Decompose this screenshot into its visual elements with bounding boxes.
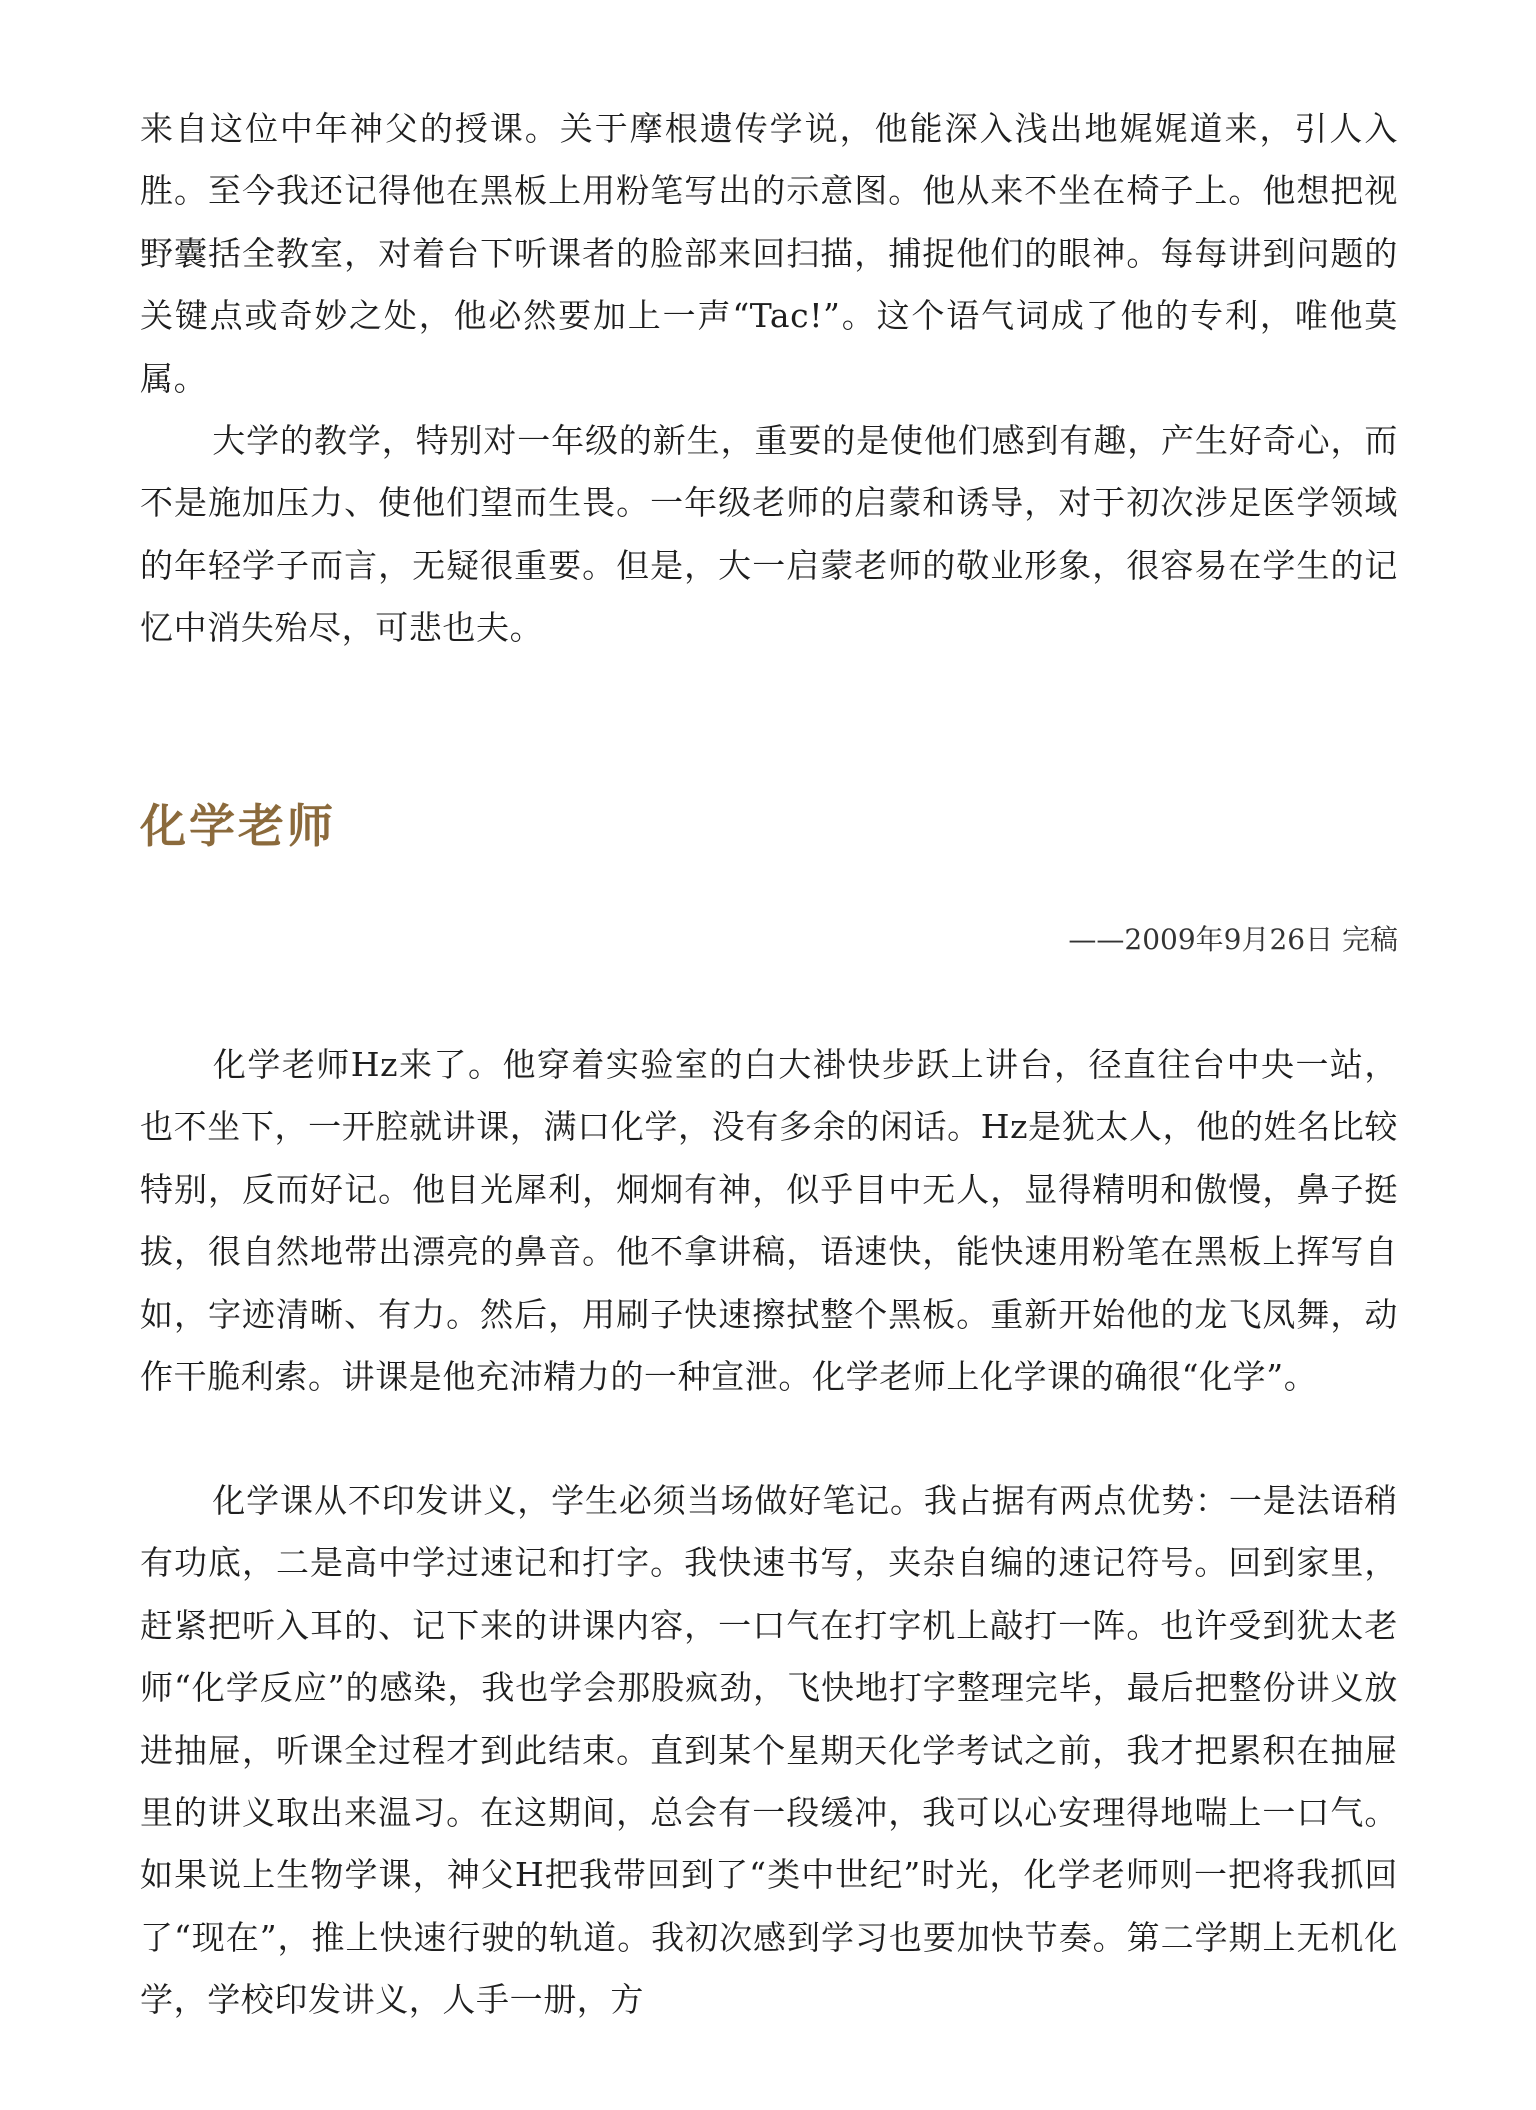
paragraph-text: 化学课从不印发讲义，学生必须当场做好笔记。我占据有两点优势：一是法语稍有功底，二是高中学过速记和打字。我快速书写，夹杂自编的速记符号。回到家里，赶紧把听入耳的、记下来的讲课内容，一口气在打字机上敲打一阵。也许受到犹太老师“化学反应”的感染，我也学会那股疯劲，飞快地打字整理完毕，最后把整份讲义放进抽屉，听课全过程才到此结束。直到某个星期天化学考试之前，我才把累积在抽屉里的讲义取出来温习。在这期间，总会有一段缓冲，我可以心安理得地喘上一口气。如果说上生物学课，神父H把我带回到了“类中世纪”时光，化学老师则一把将我抓回了“现在”，推上快速行驶的轨道。我初次感到学习也要加快节奏。第二学期上无机化学，学校印发讲义，人手一册，方 (140, 1481, 1398, 2020)
section-title: 化学老师 (140, 799, 336, 853)
paragraph (140, 1034, 1398, 1408)
paragraph-text: 大学的教学，特别对一年级的新生，重要的是使他们感到有趣，产生好奇心，而不是施加压力、使他们望而生畏。一年级老师的启蒙和诱导，对于初次涉足医学领域的年轻学子而言，无疑很重要。但是，大一启蒙老师的敬业形象，很容易在学生的记忆中消失殆尽，可悲也夫。 (140, 421, 1398, 648)
paragraph-continued (140, 98, 1398, 410)
paragraph-text: 来自这位中年神父的授课。关于摩根遗传学说，他能深入浅出地娓娓道来，引人入胜。至今我还记得他在黑板上用粉笔写出的示意图。他从来不坐在椅子上。他想把视野囊括全教室，对着台下听课者的脸部来回扫描，捕捉他们的眼神。每每讲到问题的关键点或奇妙之处，他必然要加上一声“Tac!”。这个语气词成了他的专利，唯他莫属。 (140, 109, 1398, 398)
dateline: ——2009年9月26日 完稿 (1068, 923, 1398, 956)
paragraph-text: 化学老师Hz来了。他穿着实验室的白大褂快步跃上讲台，径直往台中央一站，也不坐下，一开腔就讲课，满口化学，没有多余的闲话。Hz是犹太人，他的姓名比较特别，反而好记。他目光犀利，炯炯有神，似乎目中无人，显得精明和傲慢，鼻子挺拔，很自然地带出漂亮的鼻音。他不拿讲稿，语速快，能快速用粉笔在黑板上挥写自如，字迹清晰、有力。然后，用刷子快速擦拭整个黑板。重新开始他的龙飞凤舞，动作干脆利索。讲课是他充沛精力的一种宣泄。化学老师上化学课的确很“化学”。 (140, 1045, 1398, 1397)
paragraph (140, 410, 1398, 660)
paragraph (140, 1470, 1398, 2032)
